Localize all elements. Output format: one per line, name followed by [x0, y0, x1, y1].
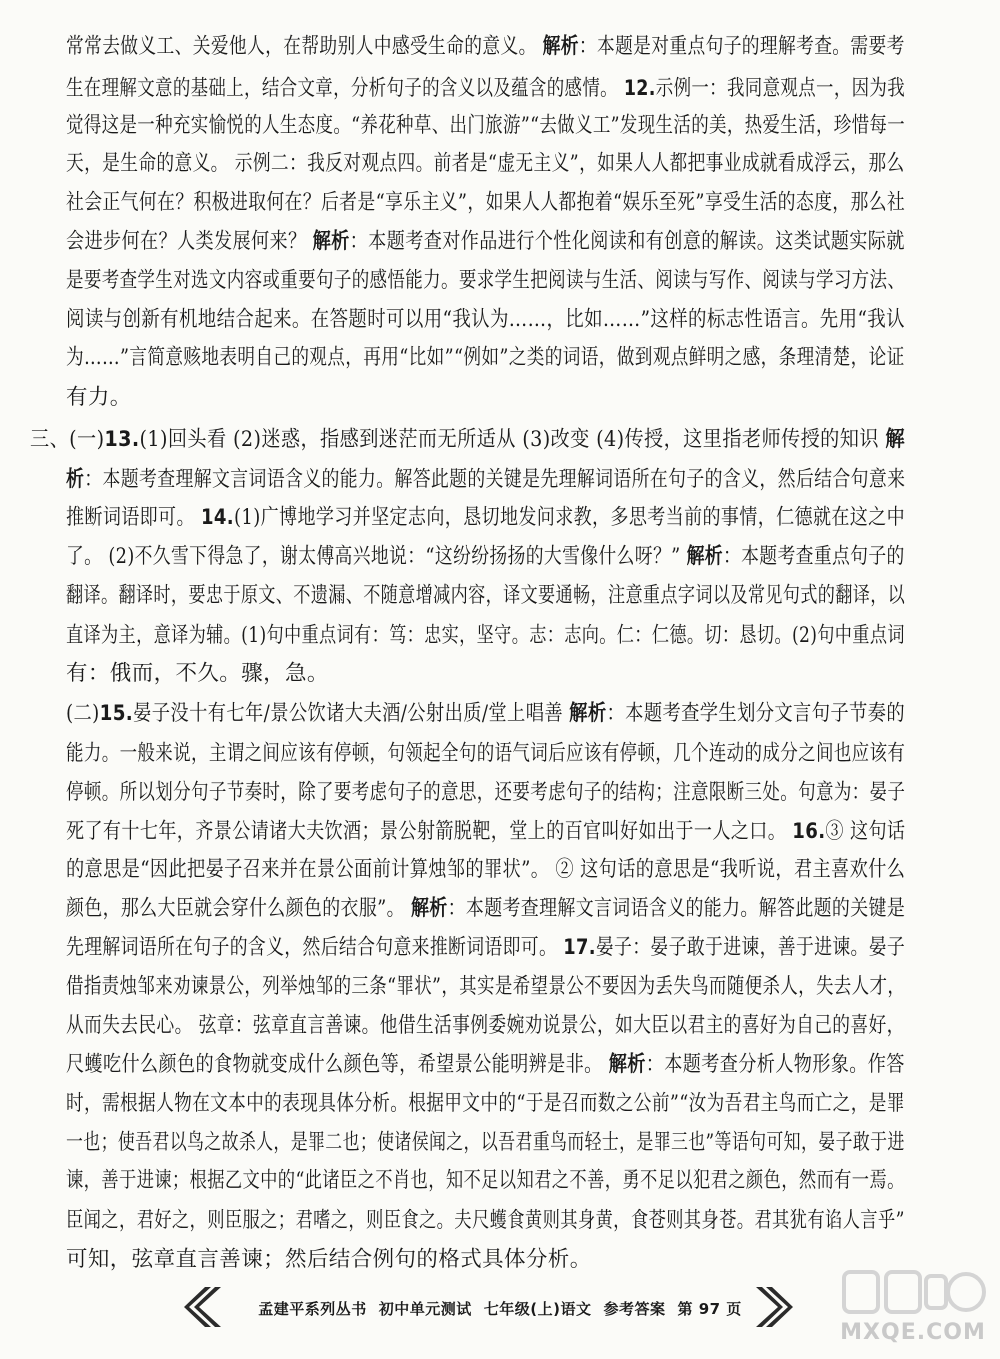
- text-line: [66, 1207, 905, 1235]
- bold-label: 解析: [608, 1052, 646, 1077]
- text-line: [66, 344, 905, 372]
- bold-label: 解析: [410, 896, 448, 921]
- footer-page-number: 第 97 页: [677, 1299, 742, 1318]
- watermark: [838, 1262, 988, 1354]
- text-segment: 社会正气何在？积极进取何在？后者是“享乐主义”，如果人人都抱着“娱乐至死”享受生活的态度，那么社: [66, 190, 906, 215]
- bold-label: 解析: [312, 229, 350, 254]
- text-line: [66, 504, 905, 532]
- text-line: [66, 622, 905, 650]
- text-segment: ：本题考查理解文言词语含义的能力。解答此题的关键是先理解词语所在句子的含义，然后结合句意来: [84, 467, 906, 492]
- text-line: [66, 306, 905, 334]
- bold-label: 12.: [623, 76, 656, 101]
- text-line: [66, 934, 905, 962]
- text-line: [66, 75, 905, 103]
- text-segment: 谏，善于进谏；根据乙文中的“此诸臣之不肖也，知不足以知君之不善，勇不足以犯君之颜色，然而有一焉。: [66, 1168, 905, 1193]
- text-segment: 有力。: [66, 385, 132, 410]
- text-segment: 的意思是“因此把晏子召来并在景公面前计算烛邹的罪状”。 ② 这句话的意思是“我听说，君主喜欢什么: [66, 857, 906, 882]
- next-page-arrow-icon[interactable]: [752, 1284, 796, 1330]
- text-line: [66, 150, 905, 178]
- text-segment: 臣闻之，君好之，则臣服之；君嗜之，则臣食之。夫尺蠖食黄则其身黄，食苍则其身苍。君其犹有谄人言乎”: [66, 1208, 905, 1233]
- footer-book: 初中单元测试: [378, 1299, 472, 1318]
- text-segment: 先理解词语所在句子的含义，然后结合句意来推断词语即可。: [66, 935, 564, 960]
- text-segment: 会进步何在？人类发展何来？: [66, 229, 313, 254]
- text-line: [66, 740, 905, 768]
- text-segment: 常常去做义工、关爱他人，在帮助别人中感受生命的意义。: [66, 34, 543, 59]
- text-segment: 觉得这是一种充实愉悦的人生态度。“养花种草、出门旅游”“去做义工”发现生活的美，热爱生活，珍惜每一: [66, 113, 906, 138]
- bold-label: 17.: [563, 935, 596, 960]
- footer-grade: 七年级(上)语文: [483, 1299, 592, 1318]
- text-line: [66, 582, 905, 610]
- text-segment: ：本题考查学生划分文言句子节奏的: [606, 701, 905, 726]
- text-line: [66, 189, 905, 217]
- text-line: [66, 228, 905, 256]
- bold-label: 15.: [99, 701, 134, 726]
- text-line: [30, 426, 905, 454]
- text-line: [66, 1167, 905, 1195]
- text-line: [66, 973, 905, 1001]
- text-line: [66, 818, 905, 846]
- text-segment: 颜色，那么大臣就会穿什么颜色的衣服”。: [66, 896, 411, 921]
- text-segment: 三、(一): [30, 427, 105, 452]
- text-segment: 阅读与创新有机地结合起来。在答题时可以用“我认为……，比如……”这样的标志性语言。先用“我认: [66, 307, 905, 332]
- text-segment: 可知，弦章直言善谏；然后结合例句的格式具体分析。: [66, 1247, 592, 1272]
- text-line: [66, 1246, 592, 1274]
- bold-label: 解析: [686, 544, 723, 569]
- text-line: [66, 384, 132, 412]
- text-line: [66, 543, 905, 571]
- text-segment: ：本题考查对作品进行个性化阅读和有创意的解读。这类试题实际就: [349, 229, 905, 254]
- text-segment: 为……”言简意赅地表明自己的观点，再用“比如”“例如”之类的词语，做到观点鲜明之感，条理清楚，论证: [66, 345, 905, 370]
- text-segment: (1)回头看 (2)迷惑，指感到迷茫而无所适从 (3)改变 (4)传授，这里指老师传授的知识: [139, 427, 886, 452]
- text-segment: 停顿。所以划分句子节奏时，除了要考虑句子的意思，还要考虑句子的结构；注意限断三处。句意为：晏子: [66, 780, 906, 805]
- bold-label: 析: [66, 467, 85, 492]
- bold-label: 解析: [542, 34, 579, 59]
- text-segment: ：本题是对重点句子的理解考查。需要考: [578, 34, 905, 59]
- bold-label: 解: [885, 427, 905, 452]
- text-segment: 死了有十七年，齐景公请诸大夫饮酒；景公射箭脱靶，堂上的百官叫好如出于一人之口。: [66, 819, 793, 844]
- text-segment: ：本题考查分析人物形象。作答: [645, 1052, 905, 1077]
- text-line: [66, 1051, 905, 1079]
- watermark-text: MXQE.COM: [840, 1320, 986, 1345]
- text-segment: 生在理解文意的基础上，结合文章，分析句子的含义以及蕴含的感情。: [66, 76, 624, 101]
- text-segment: 晏子：晏子敢于进谏，善于进谏。晏子: [595, 935, 906, 960]
- text-segment: 一也；使吾君以鸟之故杀人，是罪二也；使诸侯闻之，以吾君重鸟而轻士，是罪三也”等语句可知，晏子敢于进: [66, 1130, 905, 1155]
- text-line: [66, 660, 329, 688]
- text-segment: ③ 这句话: [825, 819, 906, 844]
- text-segment: 翻译。翻译时，要忠于原文、不遗漏、不随意增减内容，译文要通畅，注意重点字词以及常见句式的翻译，以: [66, 583, 906, 608]
- bold-label: 13.: [104, 427, 140, 452]
- text-line: [66, 112, 905, 140]
- footer-section: 参考答案: [603, 1299, 666, 1318]
- text-line: [66, 1012, 905, 1040]
- text-segment: 是要考查学生对选文内容或重要句子的感悟能力。要求学生把阅读与生活、阅读与写作、阅读与学习方法、: [66, 268, 906, 293]
- text-segment: 示例一：我同意观点一，因为我: [655, 76, 906, 101]
- text-segment: 了。 (2)不久雪下得急了，谢太傅高兴地说：“这纷纷扬扬的大雪像什么呀？”: [66, 544, 687, 569]
- watermark-logo-icon: [838, 1262, 988, 1322]
- text-segment: 借指责烛邹来劝谏景公，列举烛邹的三条“罪状”，其实是希望景公不要因为丢失鸟而随便杀人，失去人才，: [66, 974, 906, 999]
- text-segment: 有：俄而，不久。骤，急。: [66, 661, 329, 686]
- text-line: [66, 267, 905, 295]
- text-line: [66, 33, 905, 61]
- bold-label: 解析: [569, 701, 607, 726]
- page-footer: [185, 1293, 815, 1323]
- text-segment: 从而失去民心。 弦章：弦章直言善谏。他借生活事例委婉劝说景公，如大臣以君主的喜好为自己的喜好，: [66, 1013, 905, 1038]
- bold-label: 14.: [200, 505, 235, 530]
- text-segment: 时，需根据人物在文本中的表现具体分析。根据甲文中的“于是召而数之公前”“汝为吾君主鸟而亡之，是罪: [66, 1091, 905, 1116]
- text-segment: (1)广博地学习并坚定志向，恳切地发问求教，多思考当前的事情，仁德就在这之中: [234, 505, 906, 530]
- text-segment: 直译为主，意译为辅。(1)句中重点词有：笃：忠实，坚守。志：志向。仁：仁德。切：恳切。(2)句中重点词: [66, 623, 905, 648]
- text-segment: ：本题考查重点句子的: [722, 544, 905, 569]
- text-segment: 晏子没十有七年/景公饮诸大夫酒/公射出质/堂上唱善: [133, 701, 570, 726]
- text-line: [66, 1129, 905, 1157]
- text-line: [66, 466, 905, 494]
- bold-label: 16.: [792, 819, 826, 844]
- footer-series: 孟建平系列丛书: [258, 1299, 367, 1318]
- text-line: [66, 856, 905, 884]
- text-segment: 尺蠖吃什么颜色的食物就变成什么颜色等，希望景公能明辨是非。: [66, 1052, 609, 1077]
- text-segment: 能力。一般来说，主谓之间应该有停顿，句领起全句的语气词后应该有停顿，几个连动的成分之间也应该有: [66, 741, 906, 766]
- text-segment: (二): [66, 701, 100, 726]
- text-line: [66, 895, 905, 923]
- text-segment: 天，是生命的意义。 示例二：我反对观点四。前者是“虚无主义”，如果人人都把事业成就看成浮云，那么: [66, 151, 905, 176]
- text-segment: ：本题考查理解文言词语含义的能力。解答此题的关键是: [447, 896, 906, 921]
- text-line: [66, 779, 905, 807]
- text-line: [66, 700, 905, 728]
- text-line: [66, 1090, 905, 1118]
- text-segment: 推断词语即可。: [66, 505, 201, 530]
